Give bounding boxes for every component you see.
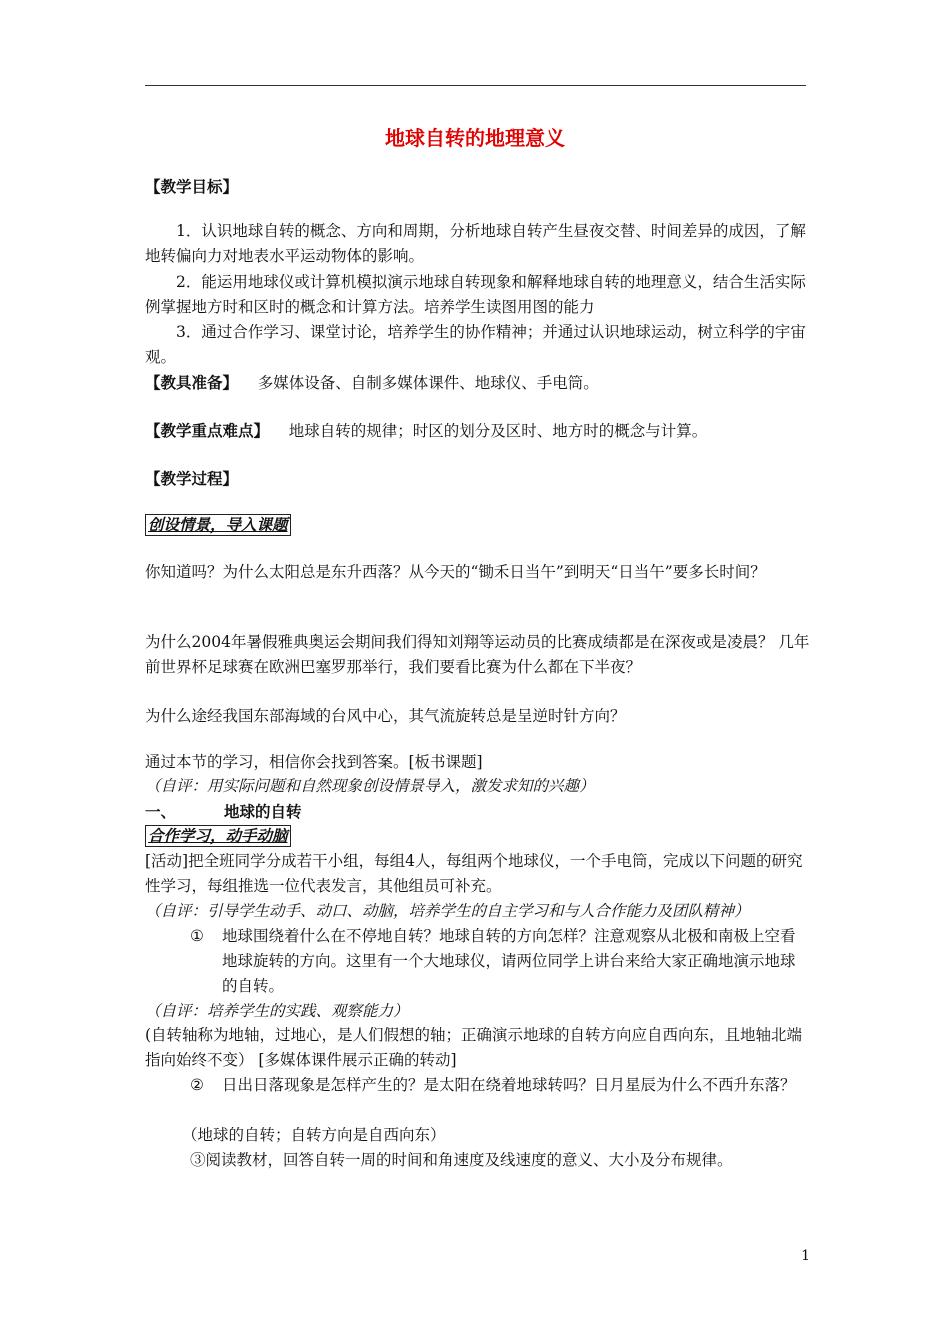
activity-text: [活动]把全班同学分成若干小组，每组4人，每组两个地球仪，一个手电筒，完成以下问题的研究性学习，每组推选一位代表发言，其他组员可补充。	[145, 852, 803, 895]
self-eval-3: （自评：培养学生的实践、观察能力）	[145, 1002, 409, 1020]
page-title: 地球自转的地理意义	[385, 126, 565, 150]
header-rule	[145, 85, 806, 86]
self-eval-2: （自评：引导学生动手、动口、动脑，培养学生的自主学习和与人合作能力及团队精神）	[145, 902, 750, 920]
key-heading: 【教学重点难点】	[145, 421, 270, 440]
key-line	[145, 418, 810, 444]
process-heading: 【教学过程】	[145, 469, 239, 488]
item-1-text: 地球围绕着什么在不停地自转？地球自转的方向怎样？注意观察从北极和南极上空看地球旋转的方向。这里有一个大地球仪，请两位同学上讲台来给大家正确地演示地球的自转。	[222, 927, 796, 995]
item-1-mark: ①	[190, 927, 204, 945]
scene-box: 创设情景，导入课题	[145, 514, 291, 536]
tools-line	[145, 370, 810, 396]
goal-3: 3．通过合作学习、课堂讨论，培养学生的协作精神；并通过认识地球运动，树立科学的宇宙观。	[145, 323, 806, 366]
question-1: 你知道吗？为什么太阳总是东升西落？从今天的“锄禾日当午”到明天“日当午”要多长时间？	[145, 563, 766, 581]
key-text: 地球自转的规律；时区的划分及区时、地方时的概念与计算。	[288, 422, 708, 440]
goal-1: 1．认识地球自转的概念、方向和周期，分析地球自转产生昼夜交替、时间差异的成因，了解地转偏向力对地表水平运动物体的影响。	[145, 222, 806, 265]
coop-box: 合作学习，动手动脑	[145, 825, 291, 847]
item-2-answer: （地球的自转；自转方向是自西向东）	[182, 1126, 446, 1144]
part-1-heading	[145, 799, 810, 824]
self-eval-1: （自评：用实际问题和自然现象创设情景导入，激发求知的兴趣）	[145, 777, 595, 795]
item-1	[190, 924, 810, 999]
tools-text: 多媒体设备、自制多媒体课件、地球仪、手电筒。	[257, 374, 599, 392]
tools-heading: 【教具准备】	[145, 373, 239, 392]
goal-2: 2．能运用地球仪或计算机模拟演示地球自转现象和解释地球自转的地理意义，结合生活实际例掌握地方时和区时的概念和计算方法。培养学生读图用图的能力	[145, 273, 806, 316]
question-2: 为什么2004年暑假雅典奥运会期间我们得知刘翔等运动员的比赛成绩都是在深夜或是凌晨？ 几年前世界杯足球赛在欧洲巴塞罗那举行，我们要看比赛为什么都在下半夜？	[145, 633, 810, 676]
item-2-text: 日出日落现象是怎样产生的？是太阳在绕着地球转吗？日月星辰为什么不西升东落？	[222, 1076, 796, 1094]
page-number: 1	[801, 1248, 810, 1264]
scene-line	[145, 513, 810, 538]
axis-note: (自转轴称为地轴，过地心，是人们假想的轴；正确演示地球的自转方向应自西向东，且地轴北端指向始终不变） [多媒体课件展示正确的转动]	[145, 1026, 803, 1069]
item-3: ③阅读教材，回答自转一周的时间和角速度及线速度的意义、大小及分布规律。	[190, 1151, 733, 1169]
item-2-mark: ②	[190, 1076, 204, 1094]
item-2	[190, 1073, 810, 1098]
intro-text: 通过本节的学习，相信你会找到答案。[板书课题]	[145, 753, 483, 771]
goals-heading: 【教学目标】	[145, 177, 239, 196]
question-3: 为什么途经我国东部海域的台风中心，其气流旋转总是呈逆时针方向？	[145, 707, 626, 725]
coop-line	[145, 824, 810, 849]
part-1-title: 地球的自转	[224, 802, 302, 821]
part-1-number: 一、	[145, 802, 177, 821]
